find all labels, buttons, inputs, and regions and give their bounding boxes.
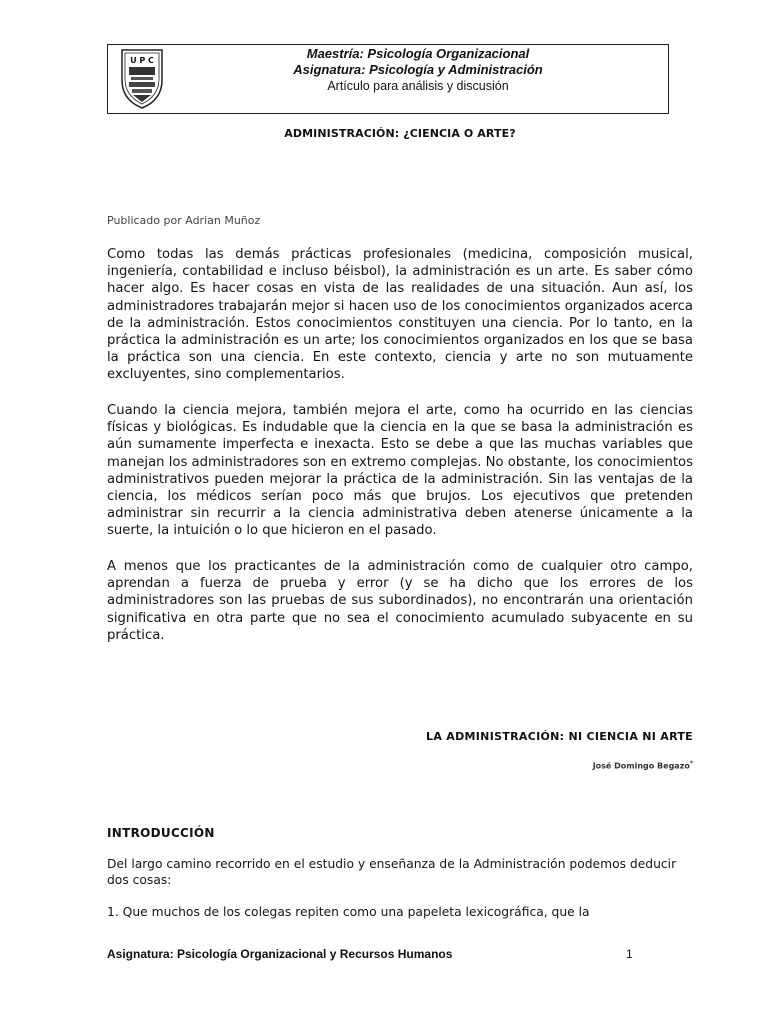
second-article-title: LA ADMINISTRACIÓN: NI CIENCIA NI ARTE	[426, 730, 693, 743]
footnote-mark: *	[689, 760, 693, 767]
paragraph: Cuando la ciencia mejora, también mejora el arte, como ha ocurrido en las ciencias físicas y biológicas. Es indudable que la ciencia en la que se basa la administración es aún sumamente imperfecta e inexacta. Esto se debe a que las muchas variables que manejan los administradores son en extremo complejas. No obstante, los conocimientos administrativos pueden mejorar la práctica de la administración. Sin las ventajas de la ciencia, los médicos serían poco más que brujos. Los ejecutivos que pretenden administrar sin recurrir a la ciencia administrativa deben atenerse únicamente a la suerte, la intuición o lo que hicieron en el pasado.	[107, 403, 693, 539]
paragraph: A menos que los practicantes de la administración como de cualquier otro campo, aprendan a fuerza de prueba y error (y se ha dicho que los errores de los administradores son las pruebas de sus subordinados), no encontrarán una orientación significativa en otra parte que no sea el conocimiento acumulado subyacente en su práctica.	[107, 559, 693, 643]
article-title: ADMINISTRACIÓN: ¿CIENCIA O ARTE?	[284, 127, 516, 140]
university-logo	[117, 46, 167, 110]
article-byline: Publicado por Adrian Muñoz	[107, 214, 261, 227]
header-text	[167, 46, 669, 95]
footer-course: Asignatura: Psicología Organizacional y Recursos Humanos	[107, 947, 453, 961]
paragraph: Del largo camino recorrido en el estudio y enseñanza de la Administración podemos deducir dos cosas:	[107, 857, 677, 887]
list-item: 1. Que muchos de los colegas repiten como una papeleta lexicográfica, que la	[107, 905, 590, 919]
paragraph: Como todas las demás prácticas profesionales (medicina, composición musical, ingeniería, contabilidad e incluso béisbol), la administración es un arte. Es saber cómo hacer algo. Es hacer cosas en vista de las realidades de una situación. Aun así, los administradores trabajarán mejor si hacen uso de los conocimientos organizados acerca de la administración. Estos conocimientos constituyen una ciencia. Por lo tanto, en la práctica la administración es un arte; los conocimientos organizados en los que se basa la práctica son una ciencia. En este contexto, ciencia y arte no son mutuamente excluyentes, sino complementarios.	[107, 247, 693, 383]
svg-text:U P C: U P C	[130, 56, 154, 65]
author-text: José Domingo Begazo	[592, 761, 690, 771]
page-number: 1	[626, 947, 633, 961]
course-title: Asignatura: Psicología y Administración	[293, 62, 543, 77]
document-type: Artículo para análisis y discusión	[327, 79, 509, 93]
section-heading: INTRODUCCIÓN	[107, 826, 215, 840]
author-name	[107, 760, 693, 771]
program-title: Maestría: Psicología Organizacional	[306, 46, 530, 61]
